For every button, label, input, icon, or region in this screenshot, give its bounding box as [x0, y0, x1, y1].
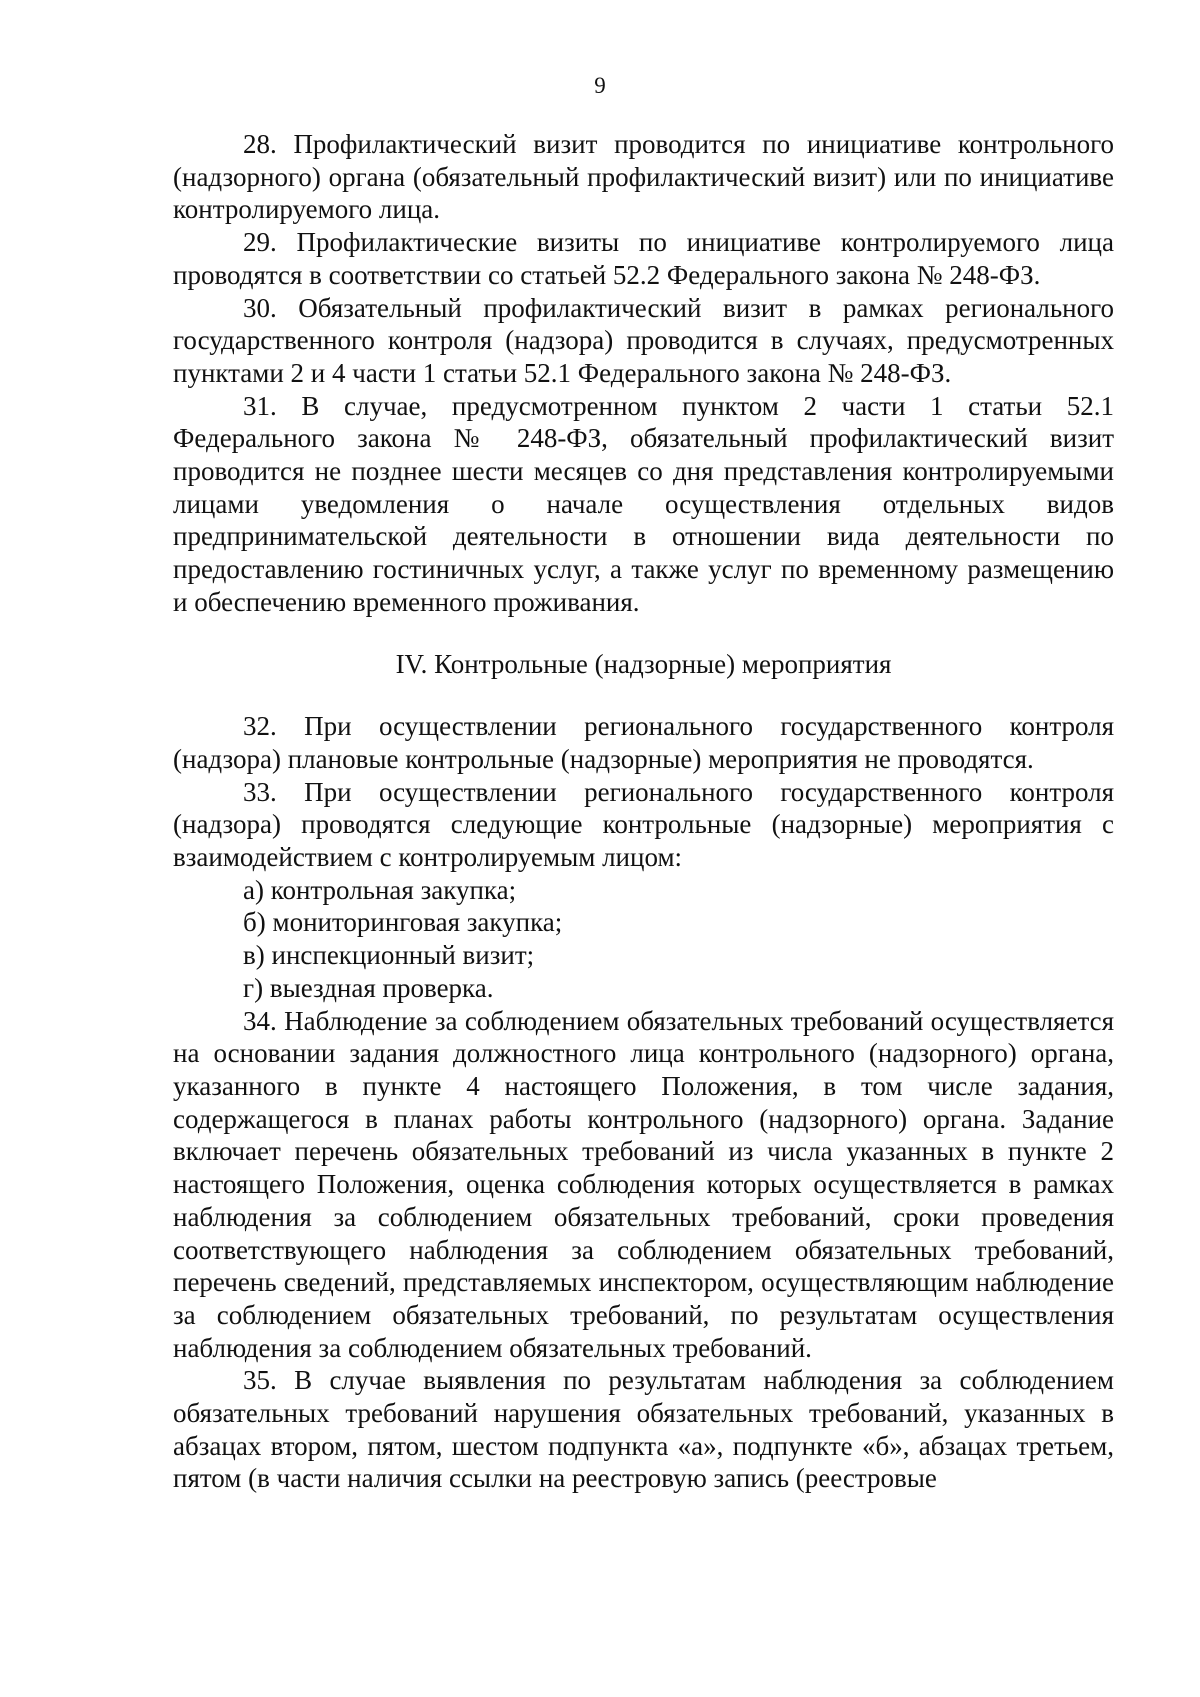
paragraph-31: 31. В случае, предусмотренном пунктом 2 части 1 статьи 52.1 Федерального закона № 248-ФЗ, обязательный профилактический визит проводится не позднее шести месяцев со дня представления контролируемыми лицами уведомления о начале осуществления отдельных видов предпринимательской деятельности в отношении вида деятельности по предоставлению гостиничных услуг, а также услуг по временному размещению и обеспечению временного проживания.: [173, 390, 1114, 617]
list-item-a: а) контрольная закупка;: [243, 874, 517, 905]
paragraph-32: 32. При осуществлении регионального государственного контроля (надзора) плановые контрольные (надзорные) мероприятия не проводятся.: [173, 711, 1114, 774]
document-body: [173, 128, 1114, 1495]
paragraph-30: 30. Обязательный профилактический визит в рамках регионального государственного контроля (надзора) проводится в случаях, предусмотренных пунктами 2 и 4 части 1 статьи 52.1 Федерального закона № 248-ФЗ.: [173, 292, 1114, 388]
section-heading: IV. Контрольные (надзорные) мероприятия: [395, 648, 892, 679]
paragraph-34: 34. Наблюдение за соблюдением обязательных требований осуществляется на основании задания должностного лица контрольного (надзорного) органа, указанного в пункте 4 настоящего Положения, в том числе задания, содержащегося в планах работы контрольного (надзорного) органа. Задание включает перечень обязательных требований из числа указанных в пункте 2 настоящего Положения, оценка соблюдения которых осуществляется в рамках наблюдения за соблюдением обязательных требований, сроки проведения соответствующего наблюдения за соблюдением обязательных требований, перечень сведений, представляемых инспектором, осуществляющим наблюдение за соблюдением обязательных требований, по результатам осуществления наблюдения за соблюдением обязательных требований.: [173, 1005, 1114, 1363]
page-number: 9: [594, 73, 606, 98]
paragraph-28: 28. Профилактический визит проводится по инициативе контрольного (надзорного) органа (обязательный профилактический визит) или по инициативе контролируемого лица.: [173, 129, 1114, 225]
list-item-b: б) мониторинговая закупка;: [243, 907, 563, 938]
list-item-g: г) выездная проверка.: [243, 972, 494, 1003]
list-item-v: в) инспекционный визит;: [243, 940, 535, 971]
paragraph-35: 35. В случае выявления по результатам наблюдения за соблюдением обязательных требований нарушения обязательных требований, указанных в абзацах втором, пятом, шестом подпункта «а», подпункте «б», абзацах третьем, пятом (в части наличия ссылки на реестровую запись (реестровые: [173, 1365, 1114, 1494]
paragraph-33: 33. При осуществлении регионального государственного контроля (надзора) проводятся следующие контрольные (надзорные) мероприятия с взаимодействием с контролируемым лицом:: [173, 776, 1114, 873]
paragraph-29: 29. Профилактические визиты по инициативе контролируемого лица проводятся в соответствии со статьей 52.2 Федерального закона № 248-ФЗ.: [173, 227, 1114, 290]
